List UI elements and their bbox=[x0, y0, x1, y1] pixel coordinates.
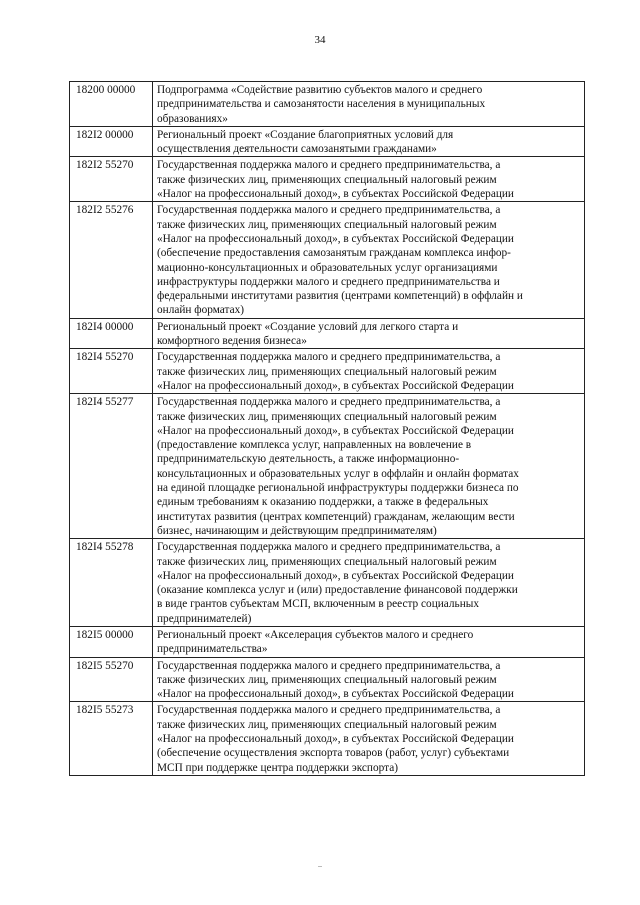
classification-description bbox=[153, 394, 585, 539]
description-line: Региональный проект «Акселерация субъектов малого и среднего bbox=[157, 628, 474, 641]
description-line: Государственная поддержка малого и среднего предпринимательства, а bbox=[157, 541, 501, 554]
description-line: на единой площадке региональной инфраструктуры поддержки бизнеса по bbox=[157, 482, 519, 495]
description-line: инфраструктуры поддержки малого и среднего предпринимательства и bbox=[157, 275, 500, 288]
scan-artifact-mark bbox=[318, 866, 322, 867]
description-line: в виде грантов субъектам МСП, включенным в реестр социальных bbox=[157, 598, 479, 611]
classification-description bbox=[153, 626, 585, 657]
description-line: комфортного ведения бизнеса» bbox=[157, 335, 307, 348]
description-line: единым требованиям к оказанию поддержки, а также в федеральных bbox=[157, 496, 489, 509]
description-line: осуществления деятельности самозанятыми гражданами» bbox=[157, 143, 437, 156]
description-line: (обеспечение предоставления самозанятым гражданам комплекса инфор- bbox=[157, 247, 511, 260]
budget-classification-table bbox=[69, 81, 585, 776]
description-line: предпринимательства и самозанятости населения в муниципальных bbox=[157, 98, 486, 111]
description-line: (оказание комплекса услуг и (или) предоставление финансовой поддержки bbox=[157, 584, 518, 597]
classification-code: 182I4 55277 bbox=[70, 394, 153, 539]
description-line: консультационных и образовательных услуг в оффлайн и онлайн форматах bbox=[157, 467, 519, 480]
classification-code: 182I4 00000 bbox=[70, 318, 153, 349]
classification-description bbox=[153, 539, 585, 627]
classification-description bbox=[153, 349, 585, 394]
description-line: Государственная поддержка малого и среднего предпринимательства, а bbox=[157, 159, 501, 172]
classification-code: 182I2 55276 bbox=[70, 202, 153, 318]
classification-code: 182I5 00000 bbox=[70, 626, 153, 657]
classification-description bbox=[153, 702, 585, 775]
classification-description bbox=[153, 82, 585, 127]
classification-description bbox=[153, 157, 585, 202]
classification-description bbox=[153, 657, 585, 702]
description-line: Государственная поддержка малого и среднего предпринимательства, а bbox=[157, 396, 501, 409]
description-line: МСП при поддержке центра поддержки экспорта) bbox=[157, 761, 398, 774]
description-line: Подпрограмма «Содействие развитию субъектов малого и среднего bbox=[157, 84, 483, 96]
classification-code: 182I4 55278 bbox=[70, 539, 153, 627]
description-line: «Налог на профессиональный доход», в субъектах Российской Федерации bbox=[157, 188, 514, 201]
table-row bbox=[70, 394, 585, 539]
description-line: «Налог на профессиональный доход», в субъектах Российской Федерации bbox=[157, 733, 514, 746]
table-row bbox=[70, 539, 585, 627]
table-row bbox=[70, 702, 585, 775]
description-line: Региональный проект «Создание благоприятных условий для bbox=[157, 128, 454, 141]
description-line: также физических лиц, применяющих специальный налоговый режим bbox=[157, 718, 497, 731]
description-line: также физических лиц, применяющих специальный налоговый режим bbox=[157, 673, 497, 686]
description-line: образованиях» bbox=[157, 112, 228, 125]
classification-code: 182I2 00000 bbox=[70, 126, 153, 157]
table-row bbox=[70, 318, 585, 349]
classification-description bbox=[153, 126, 585, 157]
description-line: «Налог на профессиональный доход», в субъектах Российской Федерации bbox=[157, 569, 514, 582]
classification-description bbox=[153, 202, 585, 318]
description-line: также физических лиц, применяющих специальный налоговый режим bbox=[157, 173, 497, 186]
description-line: федеральными институтами развития (центрами компетенций) в оффлайн и bbox=[157, 290, 523, 303]
description-line: также физических лиц, применяющих специальный налоговый режим bbox=[157, 218, 497, 231]
description-line: «Налог на профессиональный доход», в субъектах Российской Федерации bbox=[157, 379, 514, 392]
table-row bbox=[70, 657, 585, 702]
description-line: «Налог на профессиональный доход», в субъектах Российской Федерации bbox=[157, 688, 514, 701]
classification-code: 18200 00000 bbox=[70, 82, 153, 127]
description-line: Государственная поддержка малого и среднего предпринимательства, а bbox=[157, 204, 501, 217]
description-line: онлайн форматах) bbox=[157, 304, 244, 317]
description-line: также физических лиц, применяющих специальный налоговый режим bbox=[157, 410, 497, 423]
description-line: также физических лиц, применяющих специальный налоговый режим bbox=[157, 365, 497, 378]
description-line: Региональный проект «Создание условий для легкого старта и bbox=[157, 320, 459, 333]
description-line: (предоставление комплекса услуг, направленных на вовлечение в bbox=[157, 439, 472, 452]
table-row bbox=[70, 202, 585, 318]
table-row bbox=[70, 349, 585, 394]
description-line: предпринимателей) bbox=[157, 612, 252, 625]
description-line: (обеспечение осуществления экспорта товаров (работ, услуг) субъектами bbox=[157, 747, 510, 760]
description-line: бизнес, начинающим и действующим предпринимателям) bbox=[157, 524, 437, 537]
description-line: предпринимательскую деятельность, а также информационно- bbox=[157, 453, 460, 466]
description-line: «Налог на профессиональный доход», в субъектах Российской Федерации bbox=[157, 424, 514, 437]
table-row bbox=[70, 157, 585, 202]
classification-code: 182I5 55273 bbox=[70, 702, 153, 775]
classification-code: 182I4 55270 bbox=[70, 349, 153, 394]
description-line: мационно-консультационных и образовательных услуг организациями bbox=[157, 261, 498, 274]
page-number: 34 bbox=[314, 34, 326, 46]
classification-code: 182I5 55270 bbox=[70, 657, 153, 702]
description-line: также физических лиц, применяющих специальный налоговый режим bbox=[157, 555, 497, 568]
description-line: Государственная поддержка малого и среднего предпринимательства, а bbox=[157, 659, 501, 672]
description-line: Государственная поддержка малого и среднего предпринимательства, а bbox=[157, 704, 501, 717]
table-row bbox=[70, 82, 585, 127]
description-line: Государственная поддержка малого и среднего предпринимательства, а bbox=[157, 351, 501, 364]
table-row bbox=[70, 126, 585, 157]
classification-code: 182I2 55270 bbox=[70, 157, 153, 202]
description-line: «Налог на профессиональный доход», в субъектах Российской Федерации bbox=[157, 232, 514, 245]
table-row bbox=[70, 626, 585, 657]
description-line: предпринимательства» bbox=[157, 643, 268, 656]
classification-description bbox=[153, 318, 585, 349]
description-line: институтах развития (центрах компетенций) гражданам, желающим вести bbox=[157, 510, 515, 523]
table-body bbox=[70, 82, 585, 776]
